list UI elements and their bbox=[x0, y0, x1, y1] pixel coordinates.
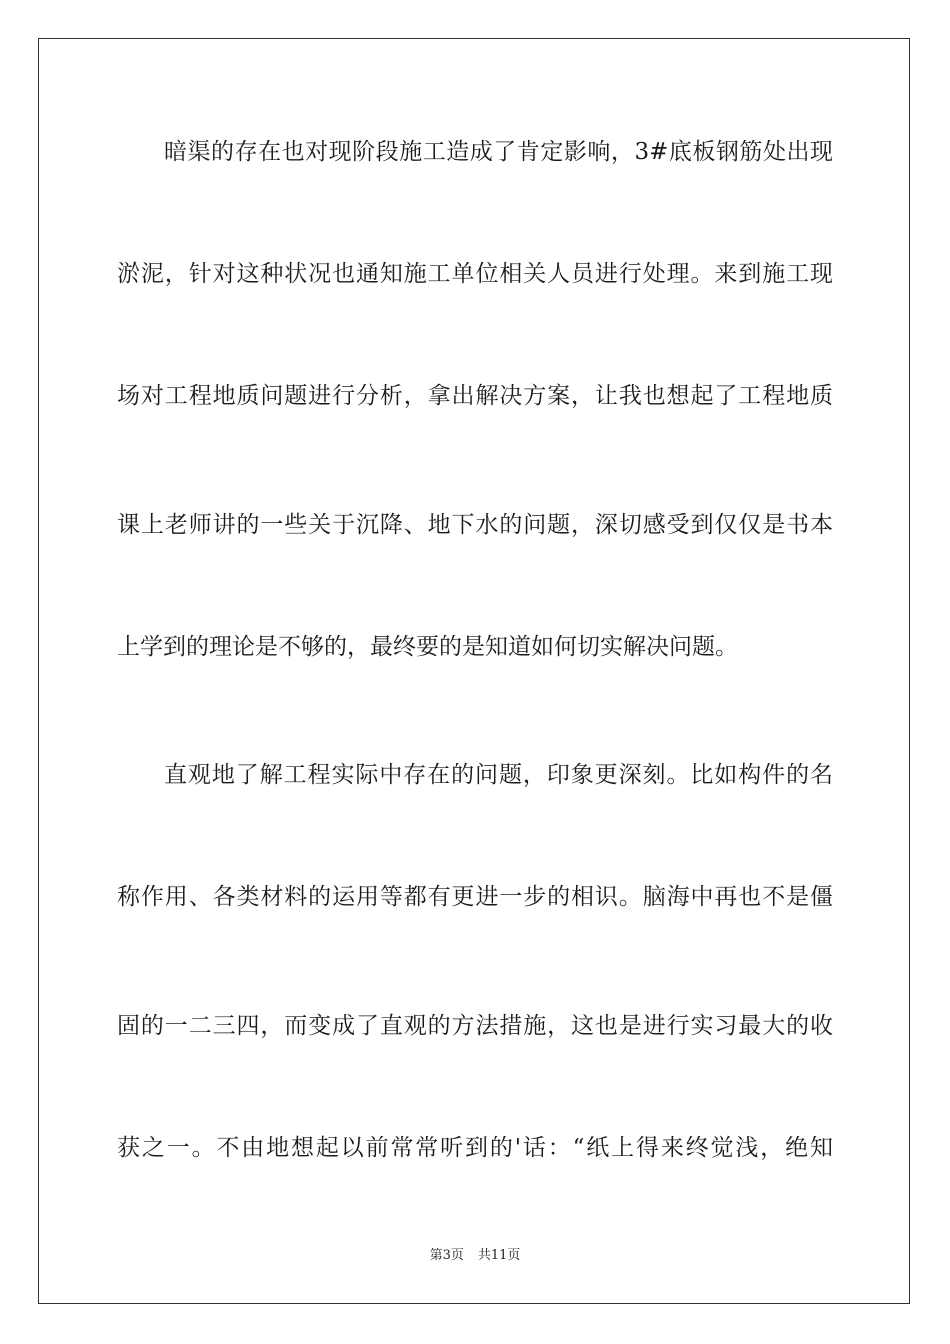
paragraph-1-line-1: 暗渠的存在也对现阶段施工造成了肯定影响，3#底板钢筋处出现 bbox=[164, 139, 833, 165]
paragraph-2-line-4: 获之一。不由地想起以前常常听到的'话：“纸上得来终觉浅，绝知 bbox=[117, 1135, 833, 1161]
paragraph-2-line-3: 固的一二三四，而变成了直观的方法措施，这也是进行实习最大的收 bbox=[117, 1013, 833, 1039]
total-pages: 共11页 bbox=[477, 1248, 521, 1263]
paragraph-1-line-5: 上学到的理论是不够的，最终要的是知道如何切实解决问题。 bbox=[117, 634, 738, 660]
page-border bbox=[38, 38, 910, 1304]
paragraph-2-line-1: 直观地了解工程实际中存在的问题，印象更深刻。比如构件的名 bbox=[164, 762, 833, 788]
page-footer bbox=[0, 1247, 950, 1265]
paragraph-1-line-2: 淤泥，针对这种状况也通知施工单位相关人员进行处理。来到施工现 bbox=[117, 261, 833, 287]
page-number: 第3页 bbox=[429, 1248, 464, 1263]
paragraph-1-line-3: 场对工程地质问题进行分析，拿出解决方案，让我也想起了工程地质 bbox=[117, 383, 833, 409]
paragraph-2-line-2: 称作用、各类材料的运用等都有更进一步的相识。脑海中再也不是僵 bbox=[117, 884, 833, 910]
paragraph-1-line-4: 课上老师讲的一些关于沉降、地下水的问题，深切感受到仅仅是书本 bbox=[117, 512, 833, 538]
